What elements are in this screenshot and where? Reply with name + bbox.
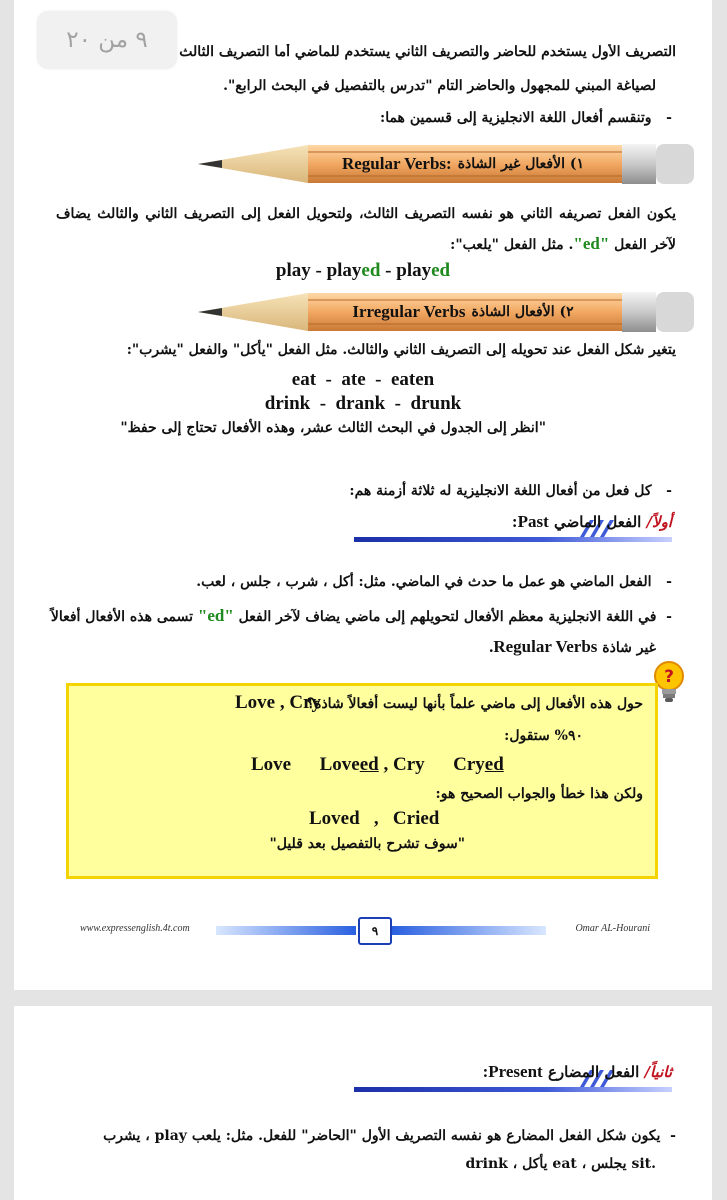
bullet-dash: -: [651, 483, 672, 499]
wrong-cryed-underline: ed: [484, 754, 504, 775]
page-count-text: ٩ من ٢٠: [66, 27, 148, 53]
present-heading-ar: الفعل المضارع: [542, 1063, 645, 1081]
present-heading-text: [483, 1062, 672, 1082]
present-line-1: [103, 1128, 676, 1144]
ed-suffix: "ed": [573, 234, 610, 253]
irregular-heading-en: Irregular Verbs: [352, 302, 466, 321]
bullet-regular-text-b: تسمى هذه الأفعال أفعالاً: [50, 609, 198, 625]
bullet-regular-text-a: في اللغة الانجليزية معظم الأفعال لتحويلهم إلى ماضي يضاف لآخر الفعل: [233, 609, 657, 625]
regular-heading-ar: ١) الأفعال غير الشاذة: [457, 156, 585, 172]
played-suffix: ed: [361, 260, 381, 281]
note-percent-line: ٩٠% ستقول:: [504, 728, 583, 744]
bullet-regular-line2-ar: غير شاذة: [597, 640, 656, 656]
bullet-dash: -: [651, 110, 672, 126]
irregular-description: يتغير شكل الفعل عند تحويله إلى التصريف الثاني والثالث. مثل الفعل "يأكل" والفعل "يشرب":: [126, 342, 676, 358]
past-heading-ar: الفعل الماضي: [548, 513, 647, 531]
example-play: [14, 260, 712, 282]
document-page-1: [14, 0, 712, 990]
bullet-divides-text: وتنقسم أفعال اللغة الانجليزية إلى قسمين هما:: [380, 110, 652, 126]
note-but-line: ولكن هذا خطأ والجواب الصحيح هو:: [435, 786, 643, 802]
past-heading-en: Past:: [511, 512, 549, 531]
bullet-dash: -: [660, 1128, 676, 1144]
present-line-1-text: يكون شكل الفعل المضارع هو نفسه التصريف الأول "الحاضر" للفعل. مثل: يلعب play ، يشرب: [103, 1128, 661, 1144]
bullet-regular-line-2: [489, 637, 656, 657]
bullet-three-tenses-text: كل فعل من أفعال اللغة الانجليزية له ثلاثة أزمنة هم:: [349, 483, 652, 499]
note-question-ar: حول هذه الأفعال إلى ماضي علماً بأنها ليست أفعالاً شاذة؟: [306, 696, 643, 712]
wrong-loveed-base: Love: [319, 754, 360, 775]
footer-author: Omar AL-Hourani: [575, 923, 650, 934]
regular-heading-en: Regular Verbs:: [341, 154, 452, 173]
note-box: [66, 683, 658, 879]
play-base: play: [275, 260, 311, 281]
footer-bar-left: [216, 926, 356, 935]
wrong-cryed-base: Cry: [453, 754, 485, 775]
example-drink: drink - drank - drunk: [264, 393, 462, 414]
bullet-dash: -: [651, 574, 672, 590]
separator: -: [380, 260, 397, 281]
played-base: play: [326, 260, 362, 281]
regular-verbs-label: Regular Verbs.: [489, 637, 598, 656]
ed-suffix: "ed": [197, 606, 234, 625]
footer-website: www.expressenglish.4t.com: [80, 923, 190, 934]
footer-page-number-text: ٩: [371, 924, 379, 938]
regular-desc-text-b: . مثل الفعل "يلعب":: [450, 237, 574, 253]
bullet-divides: [380, 110, 672, 126]
bullet-past-def-text: الفعل الماضي هو عمل ما حدث في الماضي. مثل: أكل ، شرب ، جلس ، لعب.: [196, 574, 652, 590]
regular-description-line-2: [450, 234, 676, 254]
bullet-three-tenses: [349, 483, 672, 499]
intro-line-2: لصياغة المبني للمجهول والحاضر التام "تدرس بالتفصيل في البحث الرابع".: [223, 78, 656, 94]
table-note: "انظر إلى الجدول في البحث الثالث عشر، وهذه الأفعال تحتاج إلى حفظ": [120, 420, 546, 436]
irregular-heading-ar: ٢) الأفعال الشاذة: [471, 304, 574, 320]
wrong-loveed-underline: ed: [359, 754, 379, 775]
note-correct-answer: Loved , Cried: [309, 808, 440, 829]
page-footer: [80, 917, 650, 945]
note-wrong-answer: Love Loveed , Cry Cryed: [251, 754, 504, 775]
footer-page-number: [358, 917, 392, 945]
past-heading-number: أولاً/: [646, 513, 672, 531]
present-heading-number: ثانياً/: [644, 1063, 672, 1081]
irregular-verbs-pencil: [198, 291, 694, 333]
past-heading-text: [512, 512, 672, 532]
intro-line-1: التصريف الأول يستخدم للحاضر والتصريف الثاني يستخدم للماضي أما التصريف الثالث: [179, 44, 676, 60]
example-eat: eat - ate - eaten: [291, 369, 435, 390]
wrong-love: Love: [251, 754, 292, 775]
past-heading: [354, 510, 672, 546]
regular-desc-text-a: لآخر الفعل: [609, 237, 676, 253]
irregular-verbs-heading: [308, 291, 618, 333]
footer-bar-right: [392, 926, 546, 935]
present-line-2: drink ، يأكل eat ، يجلس sit.: [465, 1156, 656, 1172]
regular-description-line-1: يكون الفعل تصريفه الثاني هو نفسه التصريف الثالث، ولتحويل الفعل إلى التصريف الثاني والثالث يضاف: [56, 206, 676, 222]
bullet-regular-line-1: [51, 606, 672, 626]
present-heading: [354, 1060, 672, 1096]
separator: -: [310, 260, 327, 281]
regular-verbs-heading: [308, 143, 618, 185]
note-question-en: Love , Cry: [235, 692, 322, 713]
note-explain: "سوف تشرح بالتفصيل بعد قليل": [269, 836, 465, 852]
document-page-2: [14, 1006, 712, 1200]
regular-verbs-pencil: [198, 143, 694, 185]
svg-text:?: ?: [664, 667, 674, 687]
played-base-2: play: [396, 260, 432, 281]
bullet-dash: -: [656, 609, 672, 625]
bullet-past-definition: [196, 574, 672, 590]
played-suffix-2: ed: [431, 260, 451, 281]
present-heading-en: Present:: [482, 1062, 543, 1081]
